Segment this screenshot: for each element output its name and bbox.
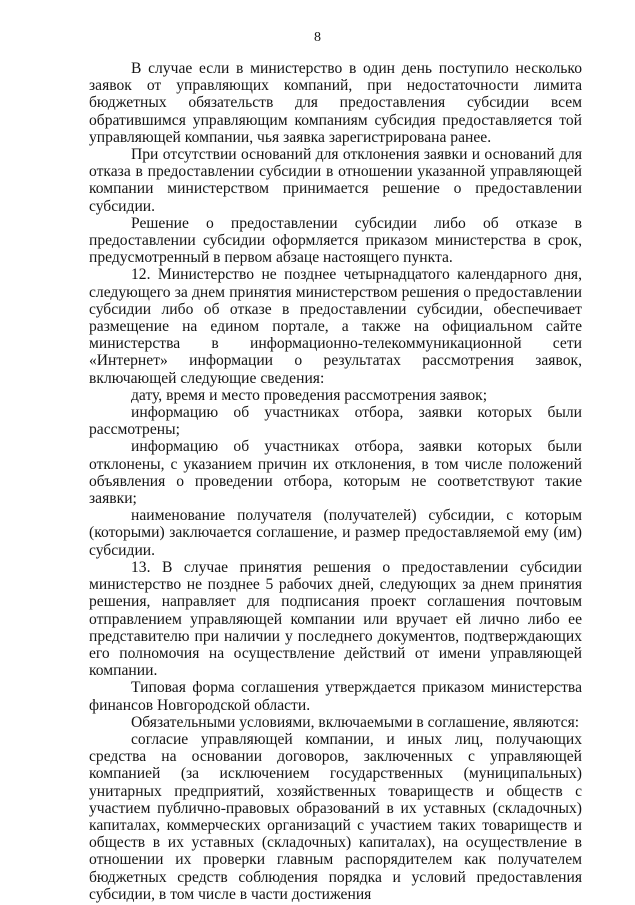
list-item: информацию об участниках отбора, заявки которых были отклонены, с указанием причин их отклонения, в том числе положений объявления о проведении отбора, которым не соответствуют такие заявки; <box>89 438 582 508</box>
paragraph: Типовая форма соглашения утверждается приказом министерства финансов Новгородской области. <box>89 679 582 714</box>
paragraph: В случае если в министерство в один день поступило несколько заявок от управляющих компаний, при недостаточности лимита бюджетных обязательств для предоставления субсидии всем обратившимся управляющим компаниям субсидия предоставляется той управляющей компании, чья заявка зарегистрирована ранее. <box>89 60 582 146</box>
paragraph: Обязательными условиями, включаемыми в соглашение, являются: <box>131 713 580 731</box>
document-body <box>89 60 582 903</box>
list-item: согласие управляющей компании, и иных лиц, получающих средства на основании договоров, заключенных с управляющей компанией (за исключением государственных (муниципальных) унитарных предприятий, хозяйственных товариществ и обществ с участием публично-правовых образований в их уставных (складочных) капиталах, коммерческих организаций с участием таких товариществ и обществ в их уставных (складочных) капиталах), на осуществление в отношении их проверки главным распорядителем как получателем бюджетных средств соблюдения порядка и условий предоставления субсидии, в том числе в части достижения <box>89 730 582 903</box>
paragraph: Решение о предоставлении субсидии либо об отказе в предоставлении субсидии оформляется приказом министерства в срок, предусмотренный в первом абзаце настоящего пункта. <box>89 214 582 267</box>
list-item: дату, время и место проведения рассмотрения заявок; <box>131 386 488 404</box>
paragraph: При отсутствии оснований для отклонения заявки и оснований для отказа в предоставлении субсидии в отношении указанной управляющей компании министерством принимается решение о предоставлении субсидии. <box>89 146 582 215</box>
paragraph-item-12: 12. Министерство не позднее четырнадцатого календарного дня, следующего за днем принятия министерством решения о предоставлении субсидии либо об отказе в предоставлении субсидии, обеспечивает размещение на едином портале, а также на официальном сайте министерства в информационно-телекоммуникационной сети «Интернет» информации о результатах рассмотрения заявок, включающей следующие сведения: <box>89 266 582 387</box>
paragraph-item-13: 13. В случае принятия решения о предоставлении субсидии министерство не позднее 5 рабочих дней, следующих за днем принятия решения, направляет для подписания проект соглашения почтовым отправлением управляющей компании или вручает ей лично либо ее представителю при наличии у последнего документов, подтверждающих его полномочия на осуществление действий от имени управляющей компании. <box>89 558 582 680</box>
page-number: 8 <box>314 30 321 45</box>
list-item: информацию об участниках отбора, заявки которых были рассмотрены; <box>89 404 582 439</box>
list-item: наименование получателя (получателей) субсидии, с которым (которыми) заключается соглашение, и размер предоставляемой ему (им) субсидии. <box>89 507 582 559</box>
